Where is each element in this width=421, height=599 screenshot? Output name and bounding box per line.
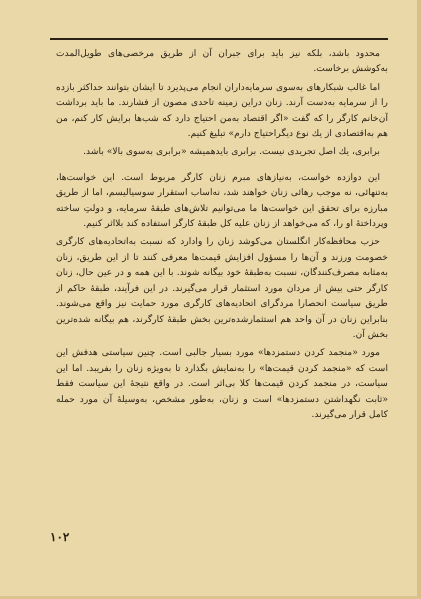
header-rule [50,38,388,40]
page-number: ۱۰۲ [50,530,70,544]
paragraph: محدود باشد، بلکه نیز باید برای جبران آن از طریق مرخصی‌های طویل‌المدت به‌کوشش برخاست. [56,48,388,75]
body-text [56,46,388,546]
paragraph: اما غالب شبکارهای به‌سوی سرمایه‌داران انجام می‌پذیرد تا ایشان بتوانند حداکثر بازده را از سرمایه به‌دست آرند. زنان دراین زمینه تاحدی مصون از فشارند. ما باید برداشت آن‌خانم کارگر را که گفت «اگر اقتصاد به‌من احتیاج دارد که شب‌ها برایش کار کنم، من هم به‌اقتصادی از یك نوع دیگراحتیاج دارم» تبلیغ کنیم. [56,81,388,140]
paragraph: این دوازده خواست، به‌نیازهای مبرم زنان کارگر مربوط است. این خواست‌ها، به‌تنهائی، نه موجب رهائی زنان خواهند شد، نه‌اساب استقرار سوسیالیسم، اما از طریق مبارزه برای تحقق این خواست‌ها ما می‌توانیم تلاش‌های طبقهٔ سرمایه، و دولتِ ساخته وپرداختهٔ او را، که می‌خواهد از زنان علیه کل طبقهٔ کارگر استفاده کند بلااثر کنیم. [56,171,388,230]
paragraph: حزب محافظه‌کار انگلستان می‌کوشد زنان را وادارد که نسبت به‌اتحادیه‌های کارگری خصومت ورزند و آن‌ها را مسؤول افزایش قیمت‌ها معرفی کنند تا از این طریق، زنان به‌مثابه مصرف‌کنندگان، نسبت به‌طبقهٔ خود بیگانه شوند. با این همه و در عین حال، زنان کارگر حتی بیش از مردان مورد استثمار قرار می‌گیرند. در این فرآیند، طبقهٔ حاکم از طریق سیاست انحصارا مردگرای اتحادیه‌های کارگری مورد حمایت نیز واقع می‌شوند. بنابراین زنان در آن واحد هم استثمارشده‌ترین بخش طبقهٔ کارگرند، هم بیگانه شده‌ترین بخش آن. [56,236,388,340]
paragraph: مورد «منجمد کردن دستمزدها» مورد بسیار جالبی است. چنین سیاستی هدفش این است که «منجمد کردن قیمت‌ها» را به‌نمایش بگذارد تا به‌ویژه زنان را بفریبد. اما این سیاست، در منجمد کردن قیمت‌ها کلا بی‌اثر است. در واقع نتیجهٔ این سیاست فقط «ثابت نگهداشتن دستمزدها» است و زنان، به‌طور مشخص، به‌وسیلهٔ آن مورد حمله کامل قرار می‌گیرند. [56,347,388,420]
paragraph: برابری، یك اصل تجریدی نیست. برابری بایدهمیشه «برابری به‌سوی بالا» باشد. [83,146,380,158]
